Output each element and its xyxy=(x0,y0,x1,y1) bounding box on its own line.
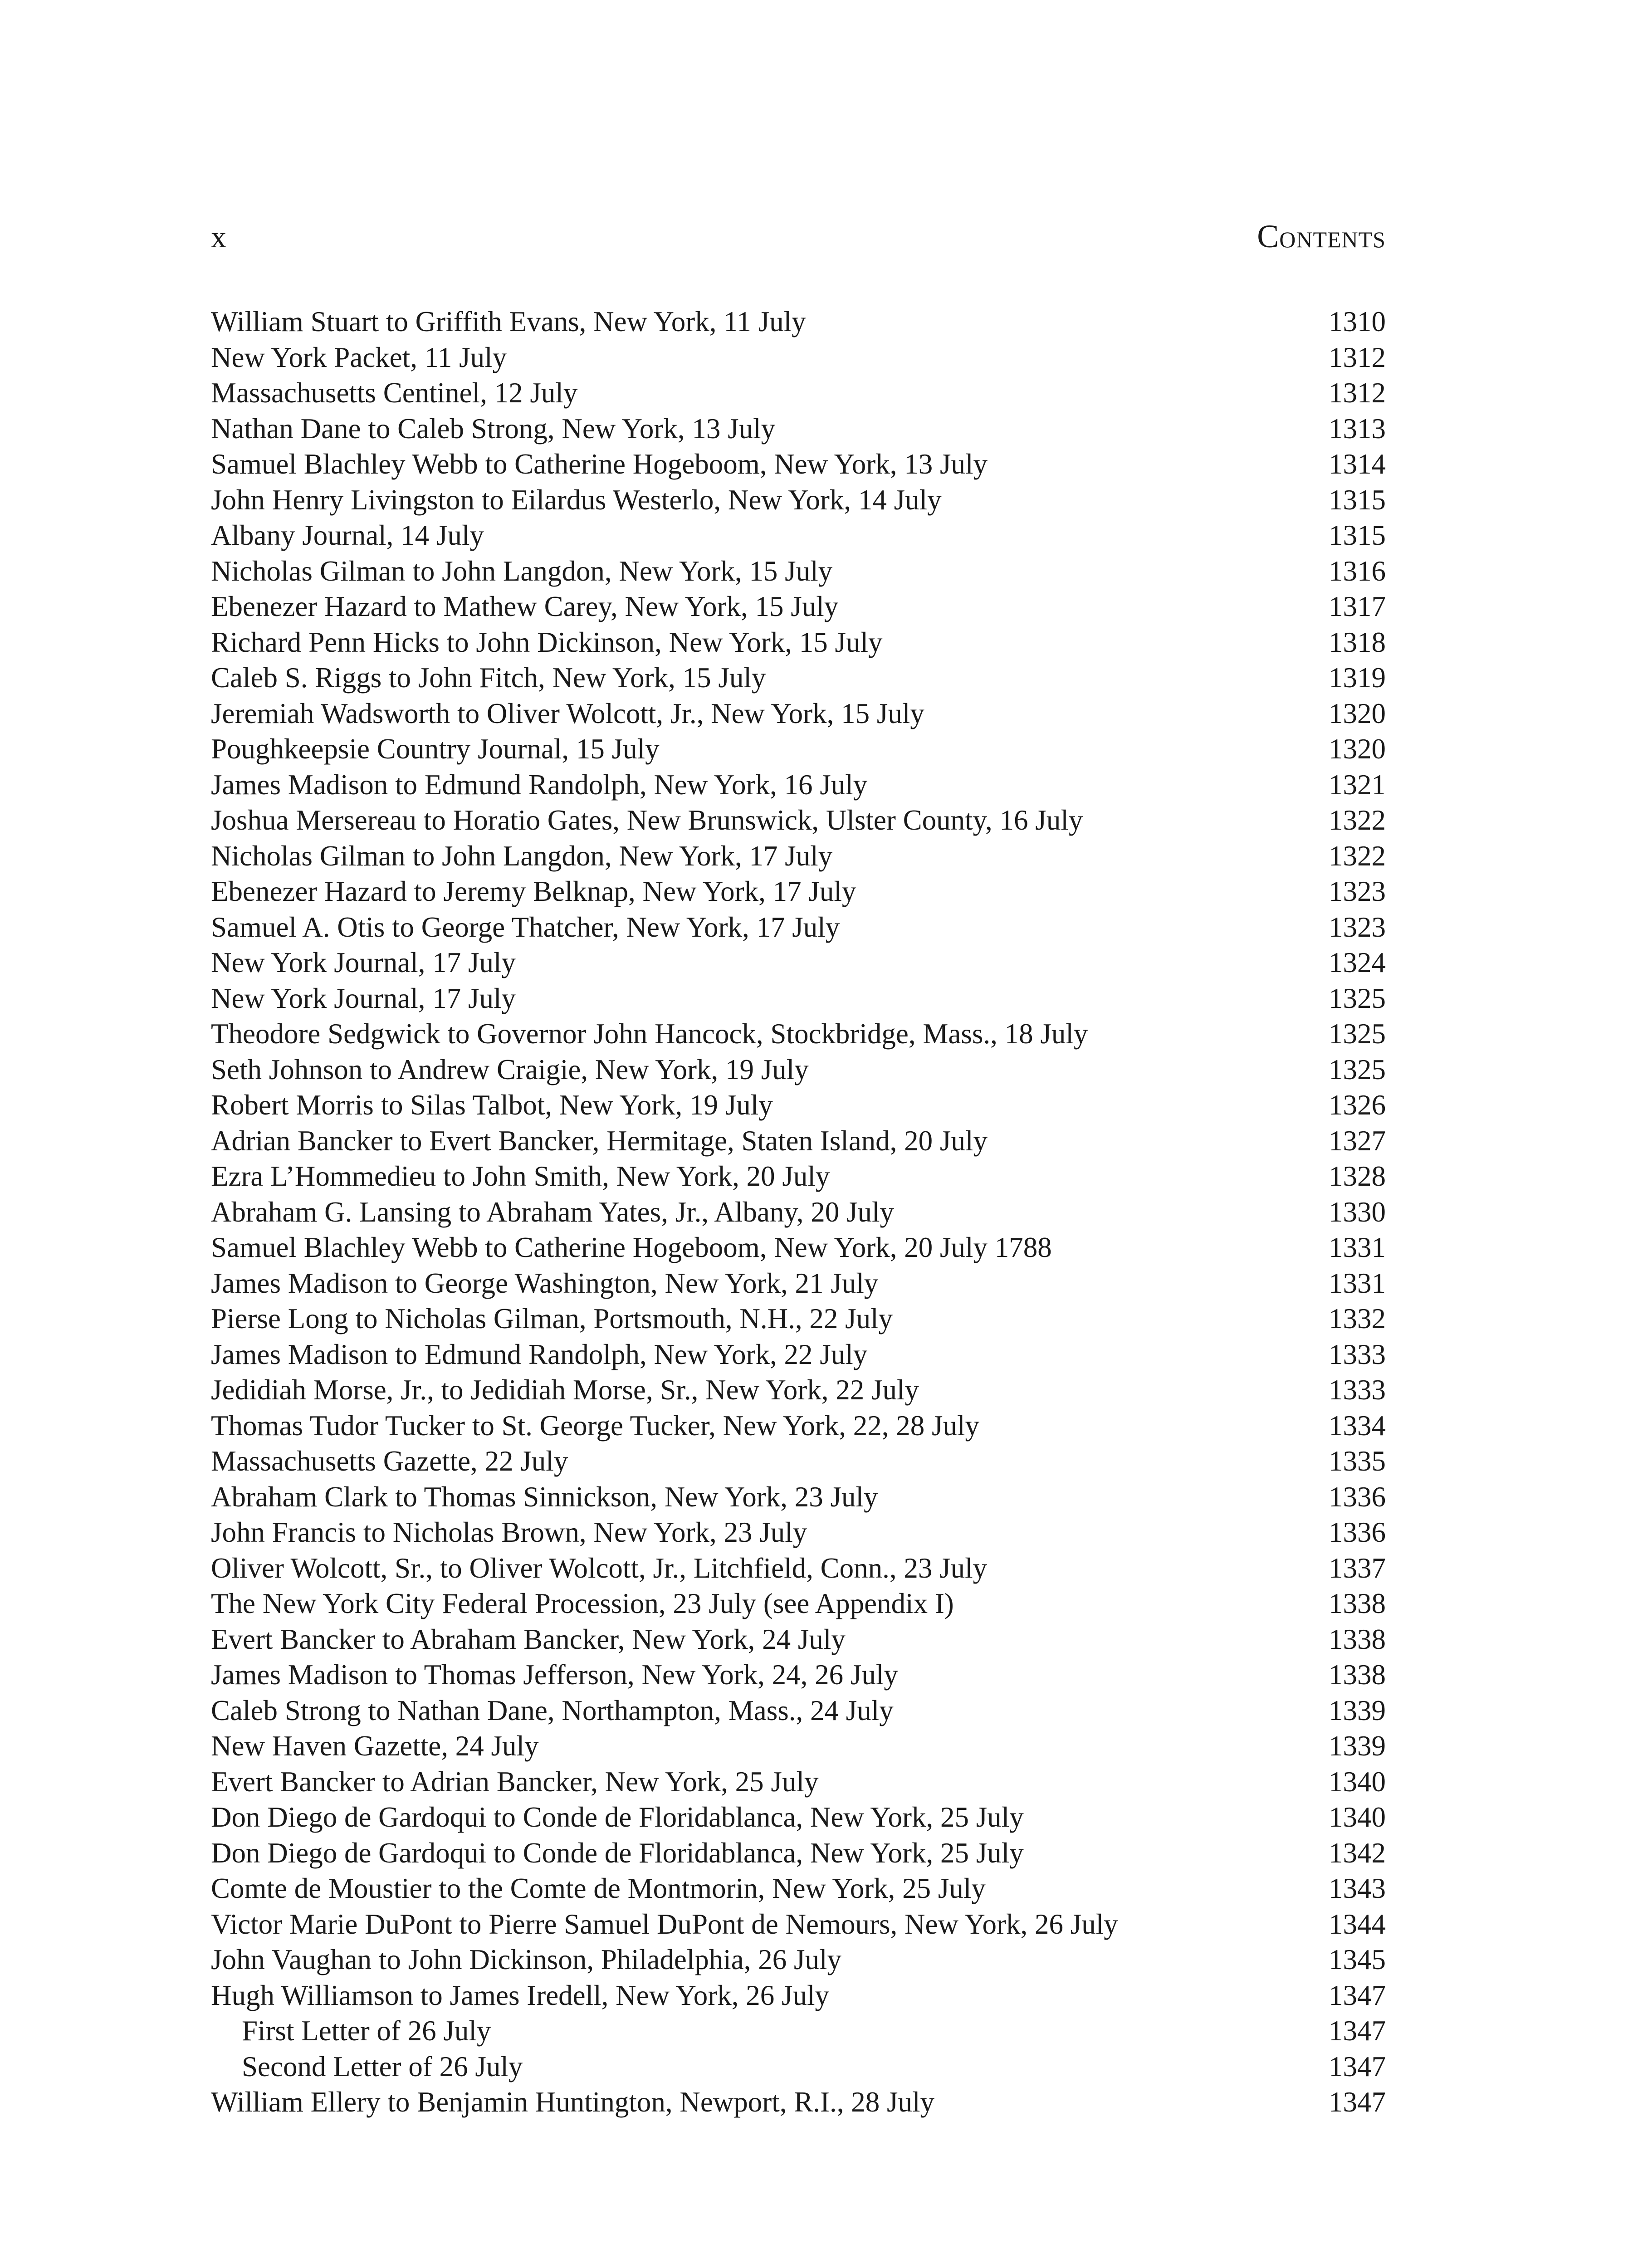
toc-entry-page-number: 1340 xyxy=(1329,1765,1386,1798)
toc-entry-page-number: 1342 xyxy=(1329,1837,1386,1869)
toc-entry xyxy=(211,1728,1386,1764)
toc-entry xyxy=(211,1693,1386,1729)
toc-entry-title: Samuel Blachley Webb to Catherine Hogeboom, New York, 13 July xyxy=(211,448,988,480)
table-of-contents xyxy=(211,304,1386,2120)
toc-entry xyxy=(211,1301,1386,1337)
toc-entry-title: Seth Johnson to Andrew Craigie, New York, 19 July xyxy=(211,1053,809,1085)
toc-entry xyxy=(211,553,1386,589)
toc-entry-title: Caleb S. Riggs to John Fitch, New York, 15 July xyxy=(211,662,766,694)
toc-entry-title: New York Packet, 11 July xyxy=(211,341,507,373)
toc-entry-page-number: 1345 xyxy=(1329,1944,1386,1975)
toc-entry xyxy=(211,482,1386,518)
toc-entry-title: Albany Journal, 14 July xyxy=(211,519,484,551)
toc-entry-title: Ebenezer Hazard to Mathew Carey, New York, 15 July xyxy=(211,591,839,622)
running-head-title: Contents xyxy=(1257,218,1386,254)
toc-entry-title: The New York City Federal Procession, 23 July (see Appendix I) xyxy=(211,1588,954,1619)
toc-entry-page-number: 1331 xyxy=(1329,1267,1386,1299)
toc-entry-title: Don Diego de Gardoqui to Conde de Floridablanca, New York, 25 July xyxy=(211,1837,1024,1869)
toc-entry xyxy=(211,731,1386,767)
toc-entry-title: John Vaughan to John Dickinson, Philadelphia, 26 July xyxy=(211,1944,842,1975)
toc-entry xyxy=(211,589,1386,625)
toc-entry xyxy=(211,2084,1386,2120)
toc-entry-page-number: 1310 xyxy=(1329,306,1386,337)
toc-entry xyxy=(211,1799,1386,1835)
toc-entry-title: New York Journal, 17 July xyxy=(211,982,516,1014)
toc-entry-title: Pierse Long to Nicholas Gilman, Portsmouth, N.H., 22 July xyxy=(211,1303,893,1334)
toc-entry-page-number: 1333 xyxy=(1329,1374,1386,1406)
toc-entry-title: Comte de Moustier to the Comte de Montmorin, New York, 25 July xyxy=(211,1872,986,1904)
toc-entry xyxy=(211,1515,1386,1550)
toc-entry-title: Poughkeepsie Country Journal, 15 July xyxy=(211,733,660,765)
toc-entry xyxy=(211,1978,1386,2014)
toc-entry-title: William Stuart to Griffith Evans, New York, 11 July xyxy=(211,306,806,337)
toc-entry-title: James Madison to George Washington, New York, 21 July xyxy=(211,1267,879,1299)
toc-entry xyxy=(211,1337,1386,1373)
toc-entry xyxy=(211,909,1386,945)
toc-entry xyxy=(211,1942,1386,1978)
toc-entry-page-number: 1347 xyxy=(1329,2086,1386,2118)
toc-entry-page-number: 1347 xyxy=(1329,2015,1386,2047)
toc-entry xyxy=(211,1266,1386,1301)
toc-entry-page-number: 1325 xyxy=(1329,982,1386,1014)
toc-entry-page-number: 1321 xyxy=(1329,768,1386,801)
toc-entry-title: Evert Bancker to Abraham Bancker, New York, 24 July xyxy=(211,1623,846,1655)
toc-entry-title: Don Diego de Gardoqui to Conde de Floridablanca, New York, 25 July xyxy=(211,1801,1024,1833)
toc-entry-page-number: 1344 xyxy=(1329,1908,1386,1940)
toc-entry xyxy=(211,1657,1386,1693)
toc-entry-title: Jeremiah Wadsworth to Oliver Wolcott, Jr., New York, 15 July xyxy=(211,697,924,729)
toc-entry-title: William Ellery to Benjamin Huntington, Newport, R.I., 28 July xyxy=(211,2086,935,2118)
toc-entry-page-number: 1338 xyxy=(1329,1588,1386,1619)
toc-entry-page-number: 1322 xyxy=(1329,804,1386,836)
toc-entry-title: Oliver Wolcott, Sr., to Oliver Wolcott, Jr., Litchfield, Conn., 23 July xyxy=(211,1552,988,1584)
toc-entry xyxy=(211,1622,1386,1657)
toc-entry-page-number: 1312 xyxy=(1329,377,1386,409)
toc-entry-title: Samuel A. Otis to George Thatcher, New York, 17 July xyxy=(211,911,840,943)
toc-entry-page-number: 1320 xyxy=(1329,733,1386,765)
toc-entry xyxy=(211,945,1386,981)
toc-entry xyxy=(211,767,1386,803)
toc-entry-page-number: 1337 xyxy=(1329,1552,1386,1584)
toc-entry-title: James Madison to Thomas Jefferson, New York, 24, 26 July xyxy=(211,1659,898,1691)
toc-entry-title: Robert Morris to Silas Talbot, New York, 19 July xyxy=(211,1089,773,1121)
toc-entry xyxy=(211,1871,1386,1906)
toc-entry-title: Caleb Strong to Nathan Dane, Northampton, Mass., 24 July xyxy=(211,1694,894,1726)
toc-entry-page-number: 1323 xyxy=(1329,875,1386,907)
toc-entry xyxy=(211,1230,1386,1266)
toc-entry xyxy=(211,874,1386,909)
toc-entry-page-number: 1331 xyxy=(1329,1232,1386,1263)
toc-entry xyxy=(211,660,1386,696)
toc-entry xyxy=(211,1479,1386,1515)
toc-entry xyxy=(211,838,1386,874)
toc-entry-title: Victor Marie DuPont to Pierre Samuel DuPont de Nemours, New York, 26 July xyxy=(211,1908,1118,1940)
toc-entry xyxy=(211,1087,1386,1123)
toc-entry-page-number: 1317 xyxy=(1329,591,1386,622)
toc-entry-page-number: 1334 xyxy=(1329,1409,1386,1442)
toc-entry-page-number: 1339 xyxy=(1329,1730,1386,1762)
toc-entry-title: John Henry Livingston to Eilardus Westerlo, New York, 14 July xyxy=(211,484,942,516)
toc-entry xyxy=(211,1016,1386,1052)
toc-entry-title: Richard Penn Hicks to John Dickinson, New York, 15 July xyxy=(211,626,883,658)
toc-entry xyxy=(211,1443,1386,1479)
toc-entry-page-number: 1333 xyxy=(1329,1338,1386,1370)
toc-entry-page-number: 1325 xyxy=(1329,1018,1386,1050)
toc-entry xyxy=(211,1764,1386,1800)
toc-entry xyxy=(211,2049,1386,2085)
toc-entry xyxy=(211,1052,1386,1088)
toc-entry-page-number: 1338 xyxy=(1329,1623,1386,1655)
toc-entry xyxy=(211,1906,1386,1942)
toc-entry-title: Ezra L’Hommedieu to John Smith, New York, 20 July xyxy=(211,1160,830,1192)
toc-entry-title: Abraham Clark to Thomas Sinnickson, New York, 23 July xyxy=(211,1481,878,1513)
toc-entry-page-number: 1316 xyxy=(1329,555,1386,587)
toc-entry xyxy=(211,340,1386,376)
toc-entry-title: James Madison to Edmund Randolph, New York, 22 July xyxy=(211,1338,868,1370)
toc-entry-title: Nicholas Gilman to John Langdon, New York, 17 July xyxy=(211,840,833,872)
toc-entry-page-number: 1336 xyxy=(1329,1481,1386,1513)
toc-entry xyxy=(211,1123,1386,1159)
toc-entry-page-number: 1315 xyxy=(1329,519,1386,551)
toc-entry-page-number: 1336 xyxy=(1329,1516,1386,1548)
running-head xyxy=(211,218,1386,259)
toc-entry xyxy=(211,446,1386,482)
toc-entry-title: First Letter of 26 July xyxy=(242,2015,491,2047)
toc-entry-title: Nathan Dane to Caleb Strong, New York, 13 July xyxy=(211,412,776,445)
toc-entry xyxy=(211,802,1386,838)
toc-entry-title: Ebenezer Hazard to Jeremy Belknap, New York, 17 July xyxy=(211,875,856,907)
toc-entry xyxy=(211,1372,1386,1408)
toc-entry-page-number: 1335 xyxy=(1329,1445,1386,1477)
toc-entry-page-number: 1332 xyxy=(1329,1303,1386,1334)
toc-entry-title: Theodore Sedgwick to Governor John Hancock, Stockbridge, Mass., 18 July xyxy=(211,1018,1088,1050)
toc-entry xyxy=(211,1194,1386,1230)
toc-entry-page-number: 1320 xyxy=(1329,697,1386,729)
toc-entry-page-number: 1328 xyxy=(1329,1160,1386,1192)
toc-entry-title: Joshua Mersereau to Horatio Gates, New Brunswick, Ulster County, 16 July xyxy=(211,804,1083,836)
toc-entry-page-number: 1347 xyxy=(1329,1979,1386,2011)
toc-entry-title: Evert Bancker to Adrian Bancker, New York, 25 July xyxy=(211,1765,819,1798)
toc-entry-page-number: 1326 xyxy=(1329,1089,1386,1121)
toc-entry-page-number: 1330 xyxy=(1329,1196,1386,1228)
toc-entry xyxy=(211,981,1386,1017)
toc-entry-title: James Madison to Edmund Randolph, New York, 16 July xyxy=(211,768,868,801)
toc-entry xyxy=(211,625,1386,660)
toc-entry-title: Massachusetts Centinel, 12 July xyxy=(211,377,578,409)
toc-entry-page-number: 1338 xyxy=(1329,1659,1386,1691)
toc-entry-page-number: 1347 xyxy=(1329,2050,1386,2082)
toc-entry-page-number: 1325 xyxy=(1329,1053,1386,1085)
toc-entry xyxy=(211,2013,1386,2049)
toc-entry xyxy=(211,518,1386,553)
toc-entry xyxy=(211,1408,1386,1444)
toc-entry-title: New York Journal, 17 July xyxy=(211,947,516,978)
toc-entry-title: Adrian Bancker to Evert Bancker, Hermitage, Staten Island, 20 July xyxy=(211,1124,988,1157)
toc-entry-title: New Haven Gazette, 24 July xyxy=(211,1730,539,1762)
toc-entry-page-number: 1327 xyxy=(1329,1124,1386,1157)
toc-entry xyxy=(211,1550,1386,1586)
toc-entry xyxy=(211,1158,1386,1194)
toc-entry-page-number: 1319 xyxy=(1329,662,1386,694)
toc-entry-page-number: 1312 xyxy=(1329,341,1386,373)
toc-entry xyxy=(211,696,1386,732)
toc-entry xyxy=(211,1835,1386,1871)
toc-entry-title: Nicholas Gilman to John Langdon, New York, 15 July xyxy=(211,555,833,587)
toc-entry-page-number: 1324 xyxy=(1329,947,1386,978)
toc-entry-page-number: 1318 xyxy=(1329,626,1386,658)
toc-entry-title: Abraham G. Lansing to Abraham Yates, Jr., Albany, 20 July xyxy=(211,1196,895,1228)
toc-entry xyxy=(211,375,1386,411)
toc-entry-title: Hugh Williamson to James Iredell, New York, 26 July xyxy=(211,1979,829,2011)
page-folio: x xyxy=(211,220,227,254)
toc-entry xyxy=(211,1586,1386,1622)
toc-entry-title: Jedidiah Morse, Jr., to Jedidiah Morse, Sr., New York, 22 July xyxy=(211,1374,919,1406)
toc-entry-page-number: 1343 xyxy=(1329,1872,1386,1904)
toc-entry-title: John Francis to Nicholas Brown, New York, 23 July xyxy=(211,1516,807,1548)
toc-entry-title: Massachusetts Gazette, 22 July xyxy=(211,1445,568,1477)
toc-entry-title: Second Letter of 26 July xyxy=(242,2050,523,2082)
toc-entry-page-number: 1313 xyxy=(1329,412,1386,445)
toc-entry-page-number: 1315 xyxy=(1329,484,1386,516)
toc-entry xyxy=(211,304,1386,340)
toc-entry-title: Samuel Blachley Webb to Catherine Hogeboom, New York, 20 July 1788 xyxy=(211,1232,1052,1263)
toc-entry-page-number: 1322 xyxy=(1329,840,1386,872)
toc-entry-page-number: 1314 xyxy=(1329,448,1386,480)
toc-entry xyxy=(211,411,1386,447)
toc-entry-page-number: 1323 xyxy=(1329,911,1386,943)
toc-entry-page-number: 1339 xyxy=(1329,1694,1386,1726)
toc-entry-title: Thomas Tudor Tucker to St. George Tucker, New York, 22, 28 July xyxy=(211,1409,979,1442)
toc-entry-page-number: 1340 xyxy=(1329,1801,1386,1833)
